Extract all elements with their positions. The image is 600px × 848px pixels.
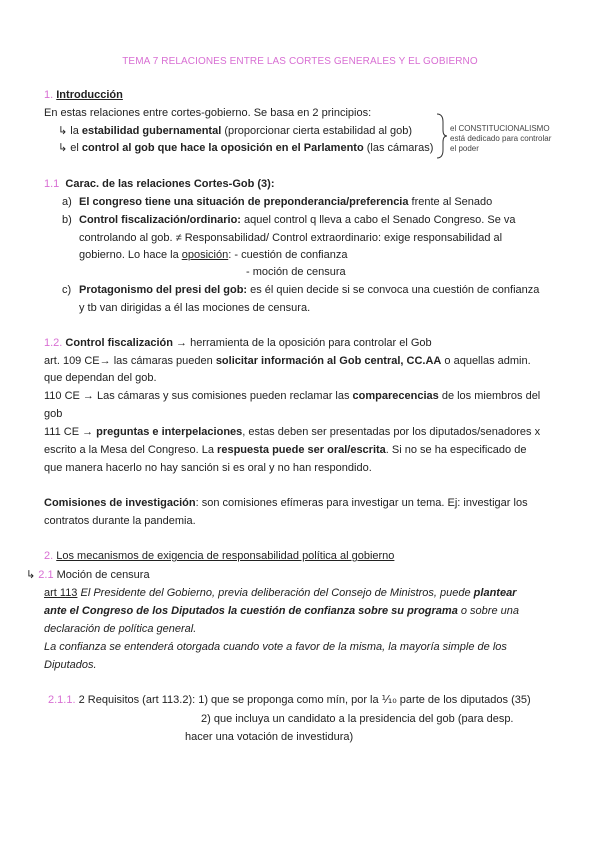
list-item-c-label: c): [62, 284, 72, 296]
side-note-line-1: el CONSTITUCIONALISMO: [450, 124, 550, 133]
list-item-b-label: b): [62, 214, 72, 226]
section-2-number: 2.: [44, 550, 54, 562]
requisitos-line-2: 2) que incluya un candidato a la presidencia del gob (para desp.: [201, 713, 514, 725]
art-113-line-1: art 113 El Presidente del Gobierno, previa deliberación del Consejo de Ministros, puede plantear: [44, 587, 517, 599]
list-item-c-line-2: y tb van dirigidas a él las mociones de censura.: [79, 302, 311, 314]
section-1-2-number: 1.2.: [44, 337, 63, 349]
section-1-heading: [44, 88, 123, 102]
comisiones-line: Comisiones de investigación: son comisiones efímeras para investigar un tema. Ej: investigar los: [44, 497, 528, 509]
arrow-icon: ↳: [26, 569, 36, 581]
section-1-2-heading: 1.2. Control fiscalización → herramienta de la oposición para controlar el Gob: [44, 337, 432, 349]
section-2-title: Los mecanismos de exigencia de responsabilidad política al gobierno: [56, 550, 395, 562]
section-2-1-number: 2.1: [38, 569, 54, 581]
art-111-line: 111 CE → preguntas e interpelaciones, estas deben ser presentadas por los diputados/senadores x: [44, 426, 541, 438]
section-1-1-number: 1.1: [44, 178, 60, 190]
list-item-a: El congreso tiene una situación de preponderancia/preferencia frente al Senado: [79, 196, 493, 208]
list-item-b-line-3: gobierno. Lo hace la oposición: - cuestión de confianza: [79, 249, 348, 261]
list-item-b-line-2: controlando al gob. ≠ Responsabilidad/ Control extraordinario: exige responsabilidad al: [79, 232, 503, 244]
page-title: TEMA 7 RELACIONES ENTRE LAS CORTES GENERALES Y EL GOBIERNO: [122, 56, 478, 67]
art-111-line-2: escrito a la Mesa del Congreso. La respuesta puede ser oral/escrita. Si no se ha especificado de: [44, 444, 527, 456]
section-2-1-heading: [26, 568, 150, 582]
list-item-a-label: a): [62, 196, 72, 208]
art-113-line-5: Diputados.: [44, 659, 97, 671]
list-item-c: Protagonismo del presi del gob: es él quien decide si se convoca una cuestión de confianza: [79, 284, 540, 296]
section-2-1-title: Moción de censura: [56, 569, 150, 581]
section-2-heading: [44, 549, 394, 563]
section-2-1-1-number: 2.1.1.: [48, 694, 76, 706]
art-113-line-2: ante el Congreso de los Diputados la cuestión de confianza sobre su programa o sobre una: [44, 605, 519, 617]
arrow-icon: ↳ la: [58, 125, 82, 137]
list-item-b-line-4: - moción de censura: [246, 266, 346, 278]
intro-text: En estas relaciones entre cortes-gobierno. Se basa en 2 principios:: [44, 107, 372, 119]
section-1-2-title: Control fiscalización: [65, 337, 173, 349]
requisitos-line-1: 2.1.1. 2 Requisitos (art 113.2): 1) que se proponga como mín, por la ⅒ parte de los diputados (35): [48, 694, 531, 706]
curly-brace-icon: [435, 112, 449, 160]
section-1-title: Introducción: [56, 89, 123, 101]
arrow-icon: ↳ el: [58, 142, 82, 154]
art-110-line: 110 CE → Las cámaras y sus comisiones pueden reclamar las comparecencias de los miembros del: [44, 390, 541, 402]
side-note-line-3: el poder: [450, 144, 479, 153]
principle-2: ↳ el control al gob que hace la oposición en el Parlamento (las cámaras): [58, 142, 434, 154]
comisiones-line-2: contratos durante la pandemia.: [44, 515, 196, 527]
side-note-line-2: está dedicado para controlar: [450, 134, 552, 143]
section-1-number: 1.: [44, 89, 54, 101]
art-113-line-4: La confianza se entenderá otorgada cuando vote a favor de la misma, la mayoría simple de los: [44, 641, 507, 653]
list-item-b: Control fiscalización/ordinario: aquel control q lleva a cabo el Senado Congreso. Se va: [79, 214, 516, 226]
art-111-line-3: que manera hacerlo no hay sanción si es oral y no han respondido.: [44, 462, 372, 474]
art-110-line-2: gob: [44, 408, 63, 420]
section-1-1-heading: [44, 177, 275, 191]
section-1-1-title: Carac. de las relaciones Cortes-Gob (3):: [65, 178, 275, 190]
art-113-line-3: declaración de política general.: [44, 623, 197, 635]
requisitos-line-3: hacer una votación de investidura): [185, 731, 354, 743]
principle-1: ↳ la estabilidad gubernamental (proporcionar cierta estabilidad al gob): [58, 125, 413, 137]
art-109-line: art. 109 CE→ las cámaras pueden solicitar información al Gob central, CC.AA o aquellas admin.: [44, 355, 531, 367]
art-109-line-2: que dependan del gob.: [44, 372, 157, 384]
